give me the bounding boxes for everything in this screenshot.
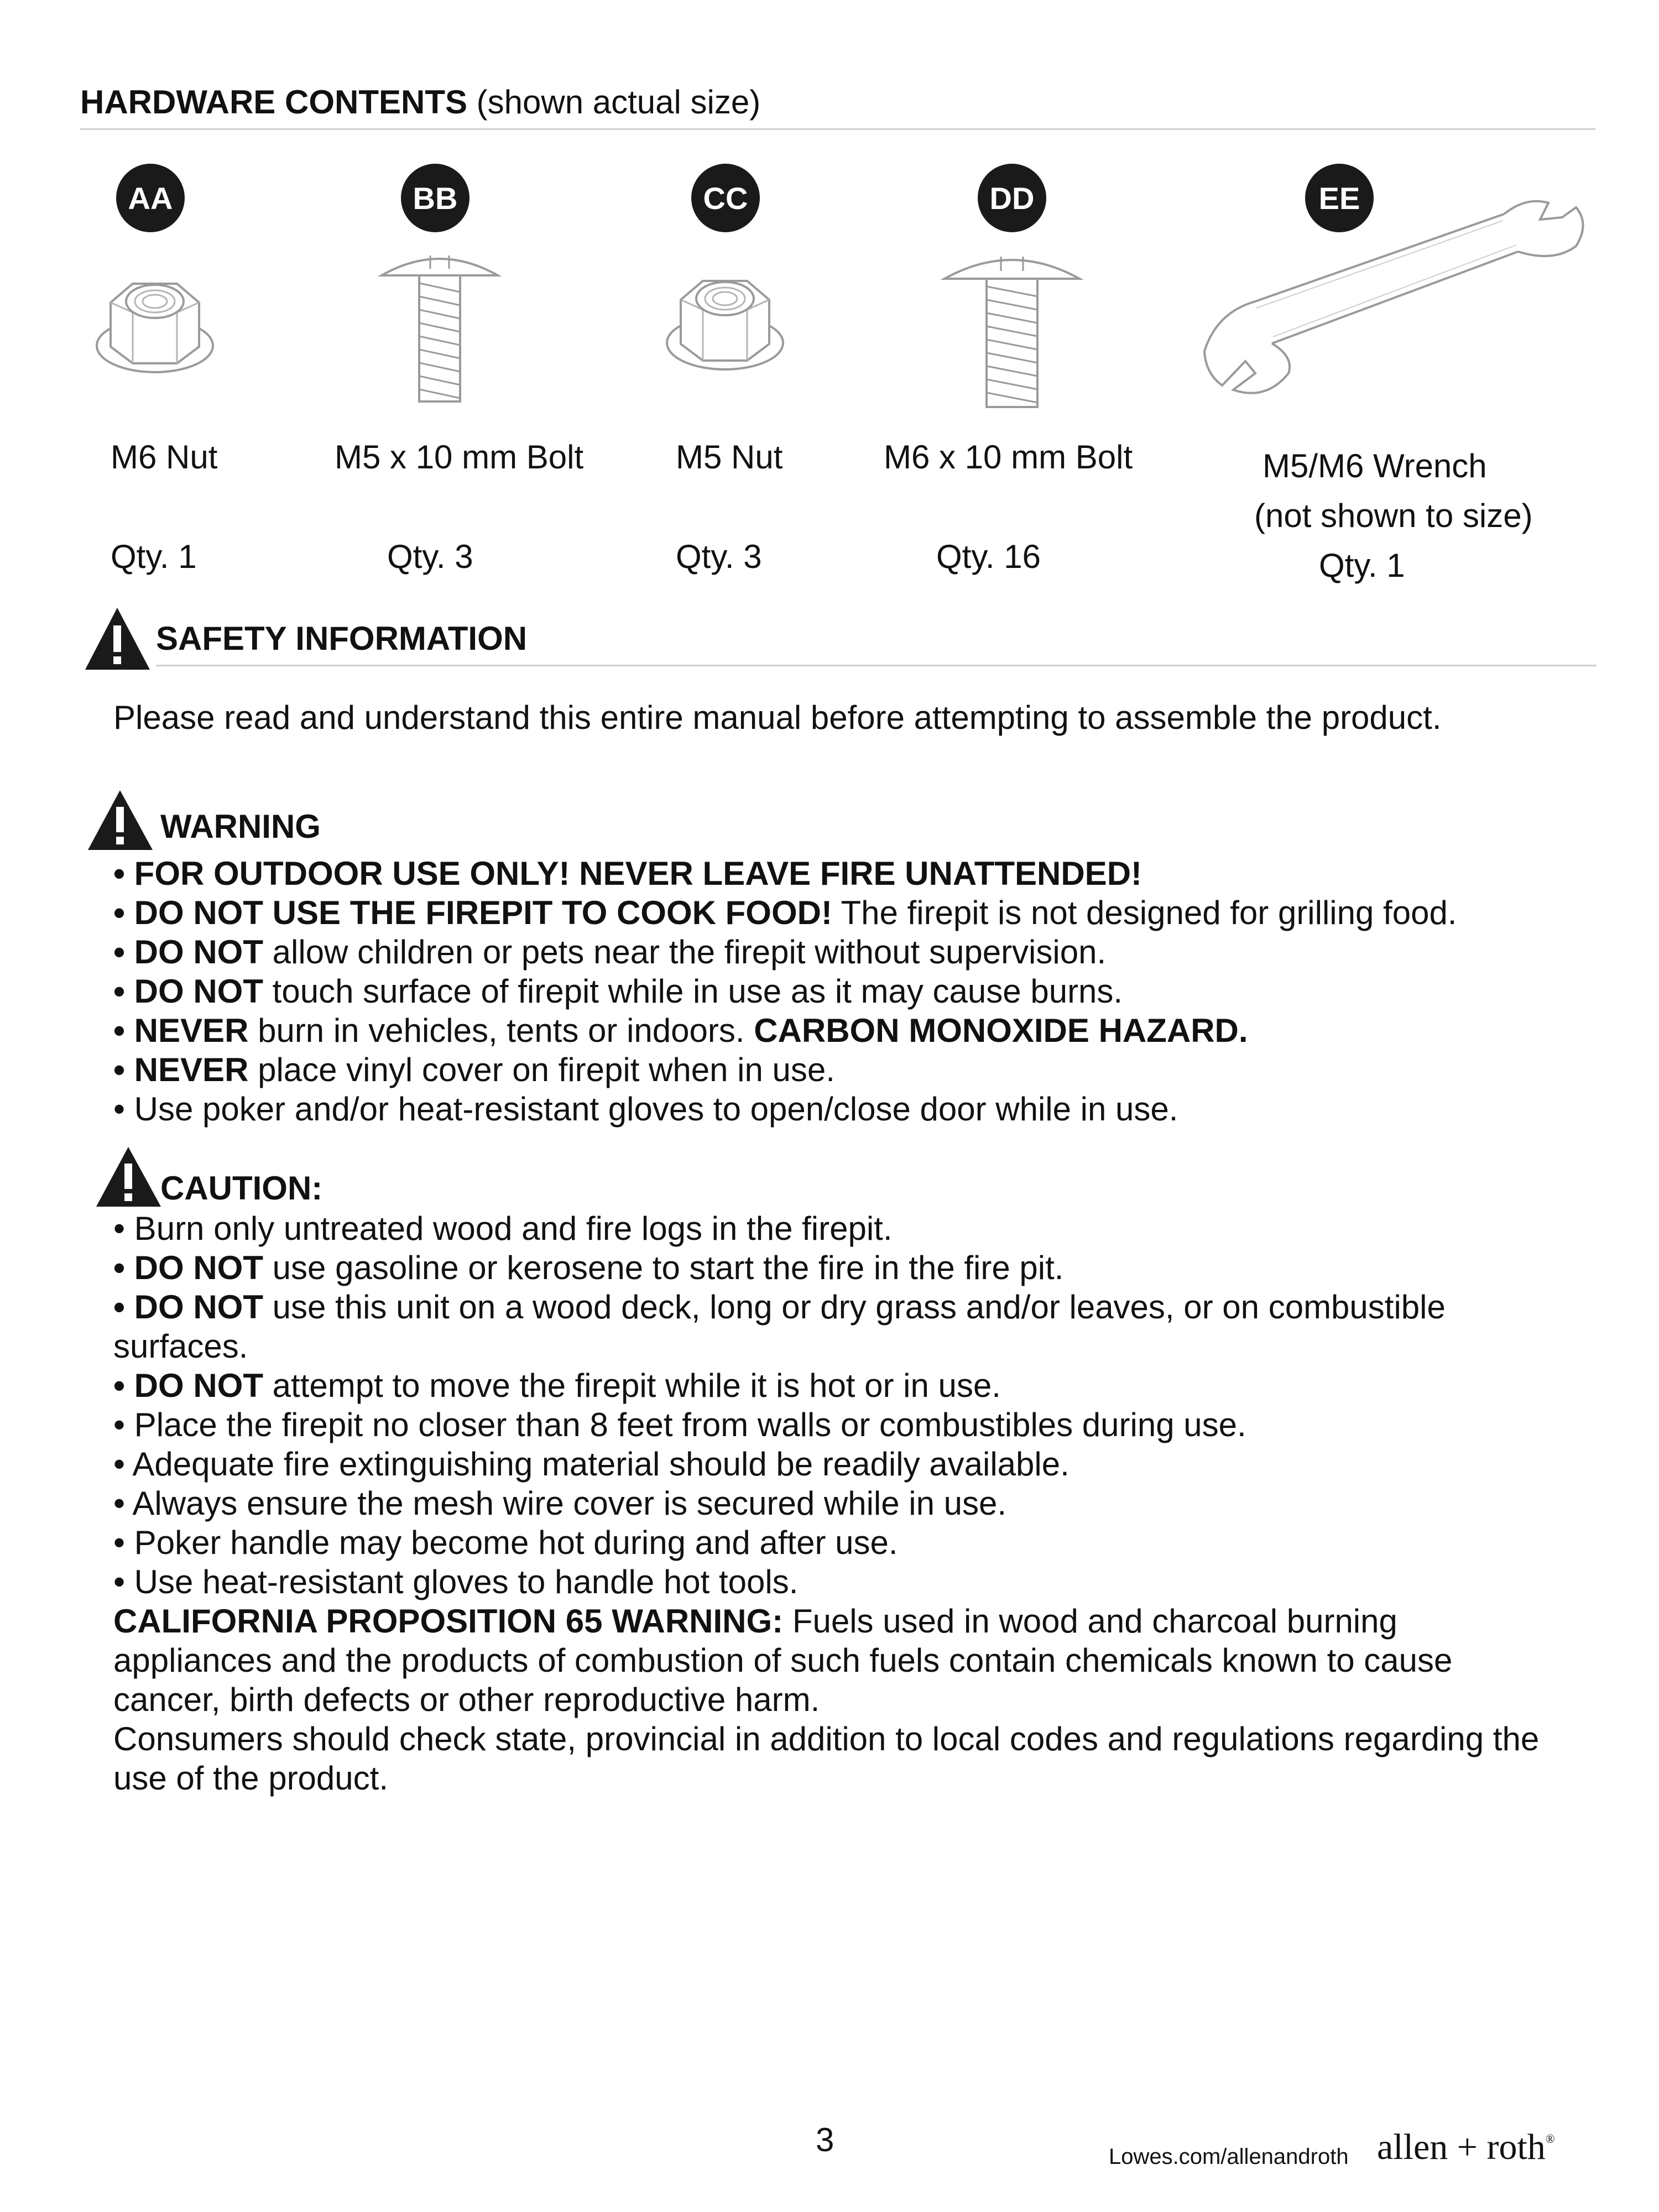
part-badge-dd: DD — [978, 164, 1046, 232]
list-item: • Adequate fire extinguishing material should be readily available. — [113, 1446, 1070, 1483]
caution-triangle-icon — [94, 1145, 163, 1208]
part-qty-dd: Qty. 16 — [936, 538, 1041, 575]
caution-title: CAUTION: — [160, 1170, 323, 1207]
part-badge-bb: BB — [401, 164, 469, 232]
hardware-title: HARDWARE CONTENTS — [80, 84, 467, 121]
safety-divider — [156, 665, 1597, 666]
safety-warning-icon — [83, 606, 152, 672]
list-item: • Burn only untreated wood and fire logs in the firepit. — [113, 1210, 893, 1247]
warning-title: WARNING — [160, 808, 321, 845]
part-badge-ee: EE — [1305, 164, 1374, 232]
list-item: • NEVER place vinyl cover on firepit when in use. — [113, 1051, 835, 1088]
brand-logo — [1377, 2126, 1555, 2168]
caution-list — [113, 1209, 1562, 1798]
list-item: • Always ensure the mesh wire cover is secured while in use. — [113, 1485, 1007, 1522]
list-item: • DO NOT USE THE FIREPIT TO COOK FOOD! The firepit is not designed for grilling food. — [113, 894, 1457, 931]
page-number: 3 — [816, 2121, 834, 2158]
part-qty-aa: Qty. 1 — [111, 538, 197, 575]
hex-flange-nut-icon — [661, 260, 789, 376]
truss-head-bolt-icon — [376, 249, 503, 409]
codes-notice: Consumers should check state, provincial in addition to local codes and regulations regarding the use of the product. — [113, 1720, 1540, 1797]
part-name-dd: M6 x 10 mm Bolt — [884, 439, 1133, 476]
part-note-ee: (not shown to size) — [1254, 497, 1533, 534]
safety-intro: Please read and understand this entire manual before attempting to assemble the product. — [113, 699, 1442, 736]
part-name-aa: M6 Nut — [111, 439, 218, 476]
part-name-bb: M5 x 10 mm Bolt — [335, 439, 584, 476]
list-item: • NEVER burn in vehicles, tents or indoors. CARBON MONOXIDE HAZARD. — [113, 1012, 1248, 1049]
list-item: • Poker handle may become hot during and after use. — [113, 1524, 898, 1561]
list-item: • DO NOT allow children or pets near the firepit without supervision. — [113, 933, 1107, 971]
open-end-wrench-icon — [1194, 191, 1587, 401]
list-item: • Use heat-resistant gloves to handle hot tools. — [113, 1563, 799, 1600]
hardware-heading — [80, 83, 760, 121]
part-badge-aa: AA — [116, 164, 185, 232]
part-badge-cc: CC — [691, 164, 760, 232]
brand-name: allen + roth — [1377, 2127, 1546, 2167]
list-item: • DO NOT touch surface of firepit while in use as it may cause burns. — [113, 973, 1123, 1010]
part-qty-cc: Qty. 3 — [676, 538, 762, 575]
safety-title: SAFETY INFORMATION — [156, 620, 528, 657]
warning-triangle-icon — [86, 788, 155, 852]
list-item: • DO NOT use gasoline or kerosene to start the fire in the fire pit. — [113, 1249, 1064, 1286]
part-name-cc: M5 Nut — [676, 439, 783, 476]
list-item: • DO NOT attempt to move the firepit while it is hot or in use. — [113, 1367, 1001, 1404]
truss-head-bolt-icon — [940, 249, 1084, 415]
hardware-divider — [80, 128, 1595, 130]
warning-list — [113, 854, 1606, 1129]
list-item: • Use poker and/or heat-resistant gloves to open/close door while in use. — [113, 1091, 1178, 1128]
hex-flange-nut-icon — [91, 263, 218, 379]
prop65-warning: CALIFORNIA PROPOSITION 65 WARNING: Fuels used in wood and charcoal burning appliances and the products of combustion of such fuels contain chemicals known to cause cancer, birth defects or other reproductive harm. — [113, 1603, 1453, 1718]
hardware-subtitle: (shown actual size) — [476, 84, 761, 121]
part-qty-bb: Qty. 3 — [387, 538, 473, 575]
list-item: • FOR OUTDOOR USE ONLY! NEVER LEAVE FIRE UNATTENDED! — [113, 855, 1142, 892]
list-item: • DO NOT use this unit on a wood deck, long or dry grass and/or leaves, or on combustible surfaces. — [113, 1288, 1446, 1365]
footer-url: Lowes.com/allenandroth — [1109, 2145, 1349, 2169]
brand-registered-mark: ® — [1545, 2132, 1555, 2146]
list-item: • Place the firepit no closer than 8 feet from walls or combustibles during use. — [113, 1406, 1246, 1443]
part-qty-ee: Qty. 1 — [1319, 547, 1405, 584]
part-name-ee: M5/M6 Wrench — [1262, 447, 1487, 484]
